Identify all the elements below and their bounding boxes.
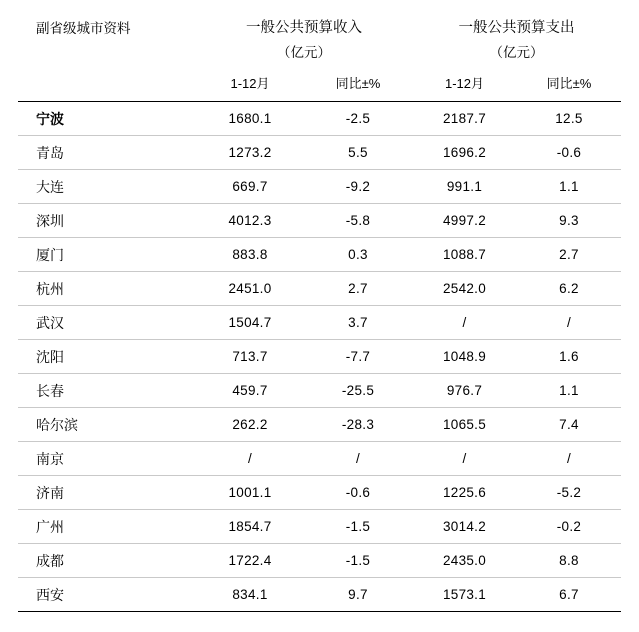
cell-city: 济南 <box>18 476 196 510</box>
unit-blank-cell <box>18 38 196 71</box>
table-row <box>18 476 621 510</box>
cell-revenue-amount: 262.2 <box>196 408 304 442</box>
cell-revenue-amount: 2451.0 <box>196 272 304 306</box>
column-group-expenditure: 一般公共预算支出 <box>458 20 575 36</box>
table-row <box>18 442 621 476</box>
cell-revenue-yoy: / <box>304 442 412 476</box>
cell-expenditure-yoy: -5.2 <box>517 476 621 510</box>
subheader-revenue-period: 1-12月 <box>230 76 270 91</box>
cell-expenditure-amount: 2187.7 <box>412 102 517 136</box>
cell-expenditure-yoy: 8.8 <box>517 544 621 578</box>
cell-city: 南京 <box>18 442 196 476</box>
cell-revenue-yoy: -1.5 <box>304 510 412 544</box>
cell-city: 大连 <box>18 170 196 204</box>
cell-revenue-amount: 883.8 <box>196 238 304 272</box>
cell-city: 宁波 <box>18 102 196 136</box>
subheader-expenditure-yoy: 同比±% <box>546 76 592 91</box>
cell-city: 长春 <box>18 374 196 408</box>
table-row <box>18 204 621 238</box>
cell-expenditure-yoy: 6.2 <box>517 272 621 306</box>
unit-revenue: （亿元） <box>277 45 331 60</box>
header-unit-row <box>18 38 621 71</box>
cell-expenditure-amount: 2542.0 <box>412 272 517 306</box>
cell-city: 广州 <box>18 510 196 544</box>
cell-expenditure-amount: 1065.5 <box>412 408 517 442</box>
cell-city: 哈尔滨 <box>18 408 196 442</box>
header-subcolumn-row <box>18 71 621 101</box>
cell-expenditure-yoy: 6.7 <box>559 587 579 602</box>
subheader-expenditure-period: 1-12月 <box>444 76 485 91</box>
cell-expenditure-amount: 2435.0 <box>412 544 517 578</box>
cell-revenue-yoy: -0.6 <box>304 476 412 510</box>
cell-expenditure-amount: 991.1 <box>412 170 517 204</box>
cell-expenditure-yoy: 1.1 <box>517 374 621 408</box>
cell-revenue-yoy: 0.3 <box>304 238 412 272</box>
cell-city: 杭州 <box>18 272 196 306</box>
table-row <box>18 238 621 272</box>
cell-revenue-yoy: -25.5 <box>304 374 412 408</box>
unit-expenditure: （亿元） <box>489 45 544 60</box>
table-row <box>18 340 621 374</box>
cell-city: 武汉 <box>18 306 196 340</box>
cell-revenue-yoy: -28.3 <box>304 408 412 442</box>
cell-revenue-amount: 1854.7 <box>196 510 304 544</box>
cell-revenue-amount: 4012.3 <box>196 204 304 238</box>
cell-revenue-yoy: -2.5 <box>304 102 412 136</box>
cell-revenue-yoy: -9.2 <box>304 170 412 204</box>
table-bottom-rule <box>18 611 621 612</box>
cell-revenue-yoy: 9.7 <box>348 587 368 602</box>
table-row <box>18 408 621 442</box>
cell-expenditure-yoy: / <box>517 306 621 340</box>
cell-revenue-yoy: -7.7 <box>304 340 412 374</box>
cell-revenue-amount: 1680.1 <box>196 102 304 136</box>
table-body <box>18 102 621 611</box>
subheader-revenue-yoy: 同比±% <box>335 76 381 91</box>
table-row <box>18 578 621 612</box>
cell-expenditure-amount: 1573.1 <box>442 587 487 602</box>
cell-expenditure-yoy: 1.1 <box>517 170 621 204</box>
cell-revenue-amount: 669.7 <box>196 170 304 204</box>
cell-expenditure-amount: 4997.2 <box>412 204 517 238</box>
cell-city: 沈阳 <box>18 340 196 374</box>
column-header-city: 副省级城市资料 <box>36 21 131 36</box>
cell-revenue-yoy: 2.7 <box>304 272 412 306</box>
cell-revenue-yoy: 3.7 <box>304 306 412 340</box>
cell-revenue-amount: 713.7 <box>196 340 304 374</box>
cell-city: 成都 <box>18 544 196 578</box>
cell-expenditure-amount: 1696.2 <box>412 136 517 170</box>
fiscal-comparison-table <box>18 14 621 611</box>
cell-expenditure-yoy: 12.5 <box>517 102 621 136</box>
cell-city: 深圳 <box>18 204 196 238</box>
cell-city: 青岛 <box>18 136 196 170</box>
table-row <box>18 374 621 408</box>
cell-expenditure-amount: / <box>412 442 517 476</box>
cell-expenditure-amount: 3014.2 <box>412 510 517 544</box>
table-row <box>18 136 621 170</box>
cell-expenditure-yoy: 2.7 <box>517 238 621 272</box>
cell-revenue-amount: 1273.2 <box>196 136 304 170</box>
cell-revenue-amount: 1504.7 <box>196 306 304 340</box>
column-group-revenue: 一般公共预算收入 <box>246 20 362 36</box>
cell-expenditure-yoy: 7.4 <box>517 408 621 442</box>
cell-expenditure-amount: 1048.9 <box>412 340 517 374</box>
cell-expenditure-yoy: 9.3 <box>517 204 621 238</box>
cell-expenditure-yoy: 1.6 <box>517 340 621 374</box>
table-row <box>18 544 621 578</box>
table-row <box>18 272 621 306</box>
table-row <box>18 510 621 544</box>
cell-expenditure-amount: / <box>412 306 517 340</box>
subheader-blank-cell <box>18 71 196 101</box>
table-header <box>18 14 621 102</box>
cell-revenue-yoy: -5.8 <box>304 204 412 238</box>
cell-revenue-amount: 1722.4 <box>196 544 304 578</box>
cell-city: 厦门 <box>18 238 196 272</box>
cell-revenue-yoy: -1.5 <box>304 544 412 578</box>
header-group-row <box>18 14 621 38</box>
cell-revenue-amount: 834.1 <box>232 587 268 602</box>
cell-revenue-yoy: 5.5 <box>304 136 412 170</box>
table-row <box>18 102 621 136</box>
cell-expenditure-yoy: / <box>517 442 621 476</box>
table-row <box>18 170 621 204</box>
cell-revenue-amount: 1001.1 <box>196 476 304 510</box>
cell-expenditure-amount: 976.7 <box>412 374 517 408</box>
cell-revenue-amount: / <box>196 442 304 476</box>
cell-expenditure-yoy: -0.2 <box>517 510 621 544</box>
cell-expenditure-yoy: -0.6 <box>517 136 621 170</box>
cell-expenditure-amount: 1225.6 <box>412 476 517 510</box>
table-row <box>18 306 621 340</box>
cell-revenue-amount: 459.7 <box>196 374 304 408</box>
cell-expenditure-amount: 1088.7 <box>412 238 517 272</box>
cell-city: 西安 <box>36 586 64 603</box>
